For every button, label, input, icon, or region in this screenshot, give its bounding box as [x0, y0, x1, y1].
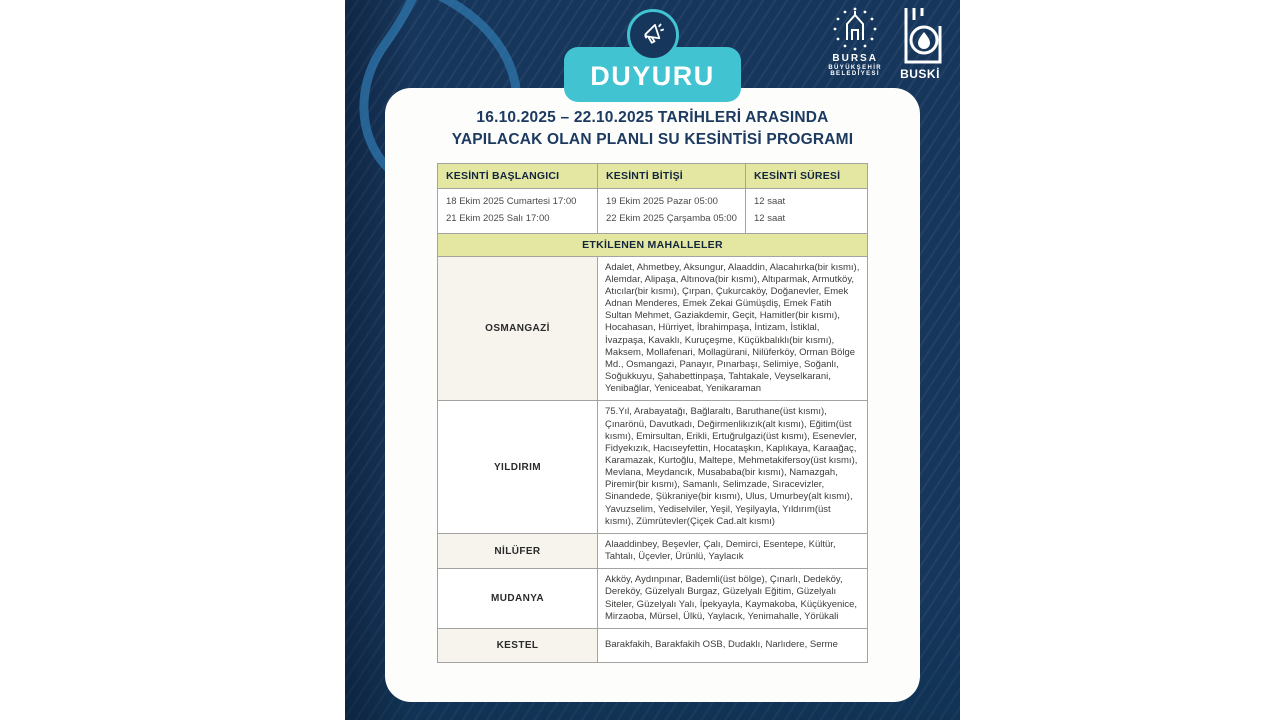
- duyuru-badge-label: DUYURU: [564, 47, 741, 102]
- district-neighborhoods-mudanya: Akköy, Aydınpınar, Bademli(üst bölge), Çınarlı, Dedeköy, Dereköy, Güzelyalı Burgaz, Güzelyalı Eğitim, Güzelyalı Siteler, Güzelyalı Yalı, İpekyayla, Kaymakoba, Küçükyenice, Mirzaoba, Mürsel, Ülkü, Yaylacık, Yenimahalle, Yörükali: [598, 569, 868, 629]
- schedule-start-cell: [438, 189, 598, 233]
- district-neighborhoods-osmangazi: Adalet, Ahmetbey, Aksungur, Alaaddin, Alacahırka(bir kısmı), Alemdar, Alipaşa, Altınova(bir kısmı), Altıparmak, Armutköy, Atıcılar(bir kısmı), Çırpan, Çukurcaköy, Doğanevler, Emek Adnan Menderes, Emek Zekai Gümüşdiş, Emek Fatih Sultan Mehmet, Gaziakdemir, Geçit, Hamitler(bir kısmı), Hocahasan, Hürriyet, İbrahimpaşa, İntizam, İstiklal, İvazpaşa, Kavaklı, Kuruçeşme, Küçükbalıklı(bir kısmı), Maksem, Mollafenari, Mollagürani, Nilüferköy, Orman Bölge Md., Osmangazi, Panayır, Pınarbaşı, Selimiye, Soğanlı, Soğukkuyu, Şahabettinpaşa, Tahtakale, Veyselkarani, Yenibağlar, Yeniceabat, Yenikaraman: [598, 256, 868, 401]
- table-header-row: [438, 164, 868, 189]
- district-row-osmangazi: [438, 256, 868, 401]
- card-title-line2: YAPILACAK OLAN PLANLI SU KESİNTİSİ PROGRAMI: [451, 130, 854, 148]
- district-row-nilufer: [438, 533, 868, 568]
- card-title-line1: 16.10.2025 – 22.10.2025 TARİHLERİ ARASINDA: [476, 109, 829, 126]
- schedule-start-1: 18 Ekim 2025 Cumartesi 17:00: [446, 196, 577, 208]
- schedule-duration-1: 12 saat: [754, 196, 786, 208]
- district-name-kestel: KESTEL: [438, 628, 598, 662]
- buski-logo-text: BUSKİ: [900, 67, 940, 81]
- district-name-nilufer: NİLÜFER: [438, 533, 598, 568]
- duyuru-badge: [345, 0, 960, 102]
- district-row-yildirim: [438, 401, 868, 534]
- bursa-logo-line1: BURSA: [832, 53, 878, 64]
- megaphone-circle: [627, 9, 679, 61]
- schedule-end-1: 19 Ekim 2025 Pazar 05:00: [606, 196, 718, 208]
- bursa-logo-line3: BELEDİYESİ: [830, 70, 880, 77]
- outage-program-table: [437, 163, 868, 662]
- district-row-mudanya: [438, 569, 868, 629]
- affected-header-row: [438, 233, 868, 256]
- card-title: [385, 107, 920, 150]
- district-neighborhoods-kestel: Barakfakih, Barakfakih OSB, Dudaklı, Narlıdere, Serme: [598, 628, 868, 662]
- affected-neighborhoods-header: ETKİLENEN MAHALLELER: [438, 233, 868, 256]
- megaphone-icon: [638, 20, 668, 50]
- schedule-row: [438, 189, 868, 233]
- announcement-card: [385, 88, 920, 702]
- district-name-yildirim: YILDIRIM: [438, 401, 598, 534]
- district-row-kestel: [438, 628, 868, 662]
- column-header-start: KESİNTİ BAŞLANGICI: [438, 164, 598, 189]
- column-header-duration: KESİNTİ SÜRESİ: [746, 164, 868, 189]
- schedule-duration-2: 12 saat: [754, 213, 786, 224]
- column-header-end: KESİNTİ BİTİŞİ: [598, 164, 746, 189]
- district-neighborhoods-yildirim: 75.Yıl, Arabayatağı, Bağlaraltı, Baruthane(üst kısmı), Çınarönü, Davutkadı, Değirmenlikızık(alt kısmı), Eğitim(üst kısmı), Emirsultan, Erikli, Ertuğrulgazi(üst kısmı), Esenevler, Fidyekızık, Hacıseyfettin, Hocataşkın, Kaplıkaya, Karaağaç, Karamazak, Kurtoğlu, Maltepe, Mehmetakifersoy(üst kısmı), Mevlana, Meydancık, Musababa(bir kısmı), Namazgah, Piremir(bir kısmı), Samanlı, Selimzade, Sıracevizler, Sinandede, Şükraniye(bir kısmı), Ulus, Umurbey(alt kısmı), Yavuzselim, Yediselviler, Yeşil, Yeşilyayla, Yıldırım(üst kısmı), Zümrütevler(Çiçek Cad.alt kısmı): [598, 401, 868, 534]
- schedule-end-cell: [598, 189, 746, 233]
- schedule-end-2: 22 Ekim 2025 Çarşamba 05:00: [606, 213, 737, 224]
- district-name-mudanya: MUDANYA: [438, 569, 598, 629]
- district-neighborhoods-nilufer: Alaaddinbey, Beşevler, Çalı, Demirci, Esentepe, Kültür, Tahtalı, Üçevler, Ürünlü, Yaylacık: [598, 533, 868, 568]
- schedule-start-2: 21 Ekim 2025 Salı 17:00: [446, 213, 550, 224]
- schedule-duration-cell: [746, 189, 868, 233]
- district-name-osmangazi: OSMANGAZİ: [438, 256, 598, 401]
- announcement-post: [345, 0, 960, 720]
- bursa-logo-line2: BÜYÜKŞEHİR: [828, 64, 882, 71]
